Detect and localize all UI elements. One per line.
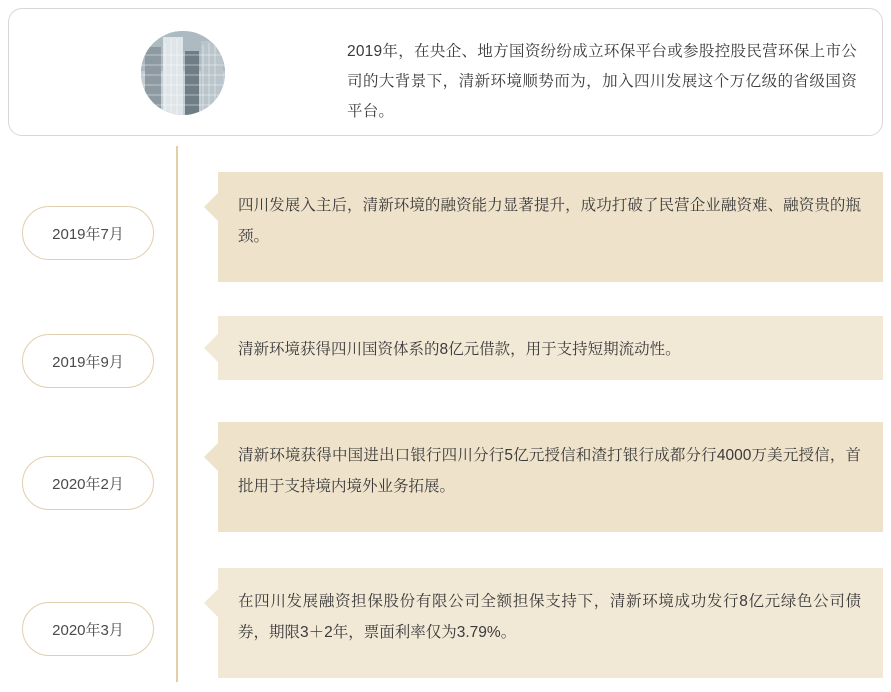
timeline-content: 在四川发展融资担保股份有限公司全额担保支持下，清新环境成功发行8亿元绿色公司债券，期限3＋2年，票面利率仅为3.79%。 [218, 568, 883, 678]
timeline-entry [0, 422, 891, 546]
timeline-entry [0, 172, 891, 294]
timeline-content: 清新环境获得中国进出口银行四川分行5亿元授信和渣打银行成都分行4000万美元授信，首批用于支持境内境外业务拓展。 [218, 422, 883, 532]
timeline-entry [0, 568, 891, 692]
office-buildings-photo [141, 31, 225, 115]
timeline-content: 四川发展入主后，清新环境的融资能力显著提升，成功打破了民营企业融资难、融资贵的瓶颈。 [218, 172, 883, 282]
timeline [0, 146, 891, 682]
timeline-arrow-icon [204, 442, 219, 472]
timeline-arrow-icon [204, 192, 219, 222]
timeline-entry [0, 316, 891, 408]
timeline-arrow-icon [204, 588, 219, 618]
header-card [8, 8, 883, 136]
header-paragraph: 2019年，在央企、地方国资纷纷成立环保平台或参股控股民营环保上市公司的大背景下，清新环境顺势而为，加入四川发展这个万亿级的省级国资平台。 [347, 43, 857, 120]
timeline-date-badge: 2020年2月 [22, 456, 154, 510]
timeline-date-badge: 2020年3月 [22, 602, 154, 656]
timeline-date-badge: 2019年9月 [22, 334, 154, 388]
timeline-date-badge: 2019年7月 [22, 206, 154, 260]
timeline-arrow-icon [204, 333, 219, 363]
timeline-content: 清新环境获得四川国资体系的8亿元借款，用于支持短期流动性。 [218, 316, 883, 380]
